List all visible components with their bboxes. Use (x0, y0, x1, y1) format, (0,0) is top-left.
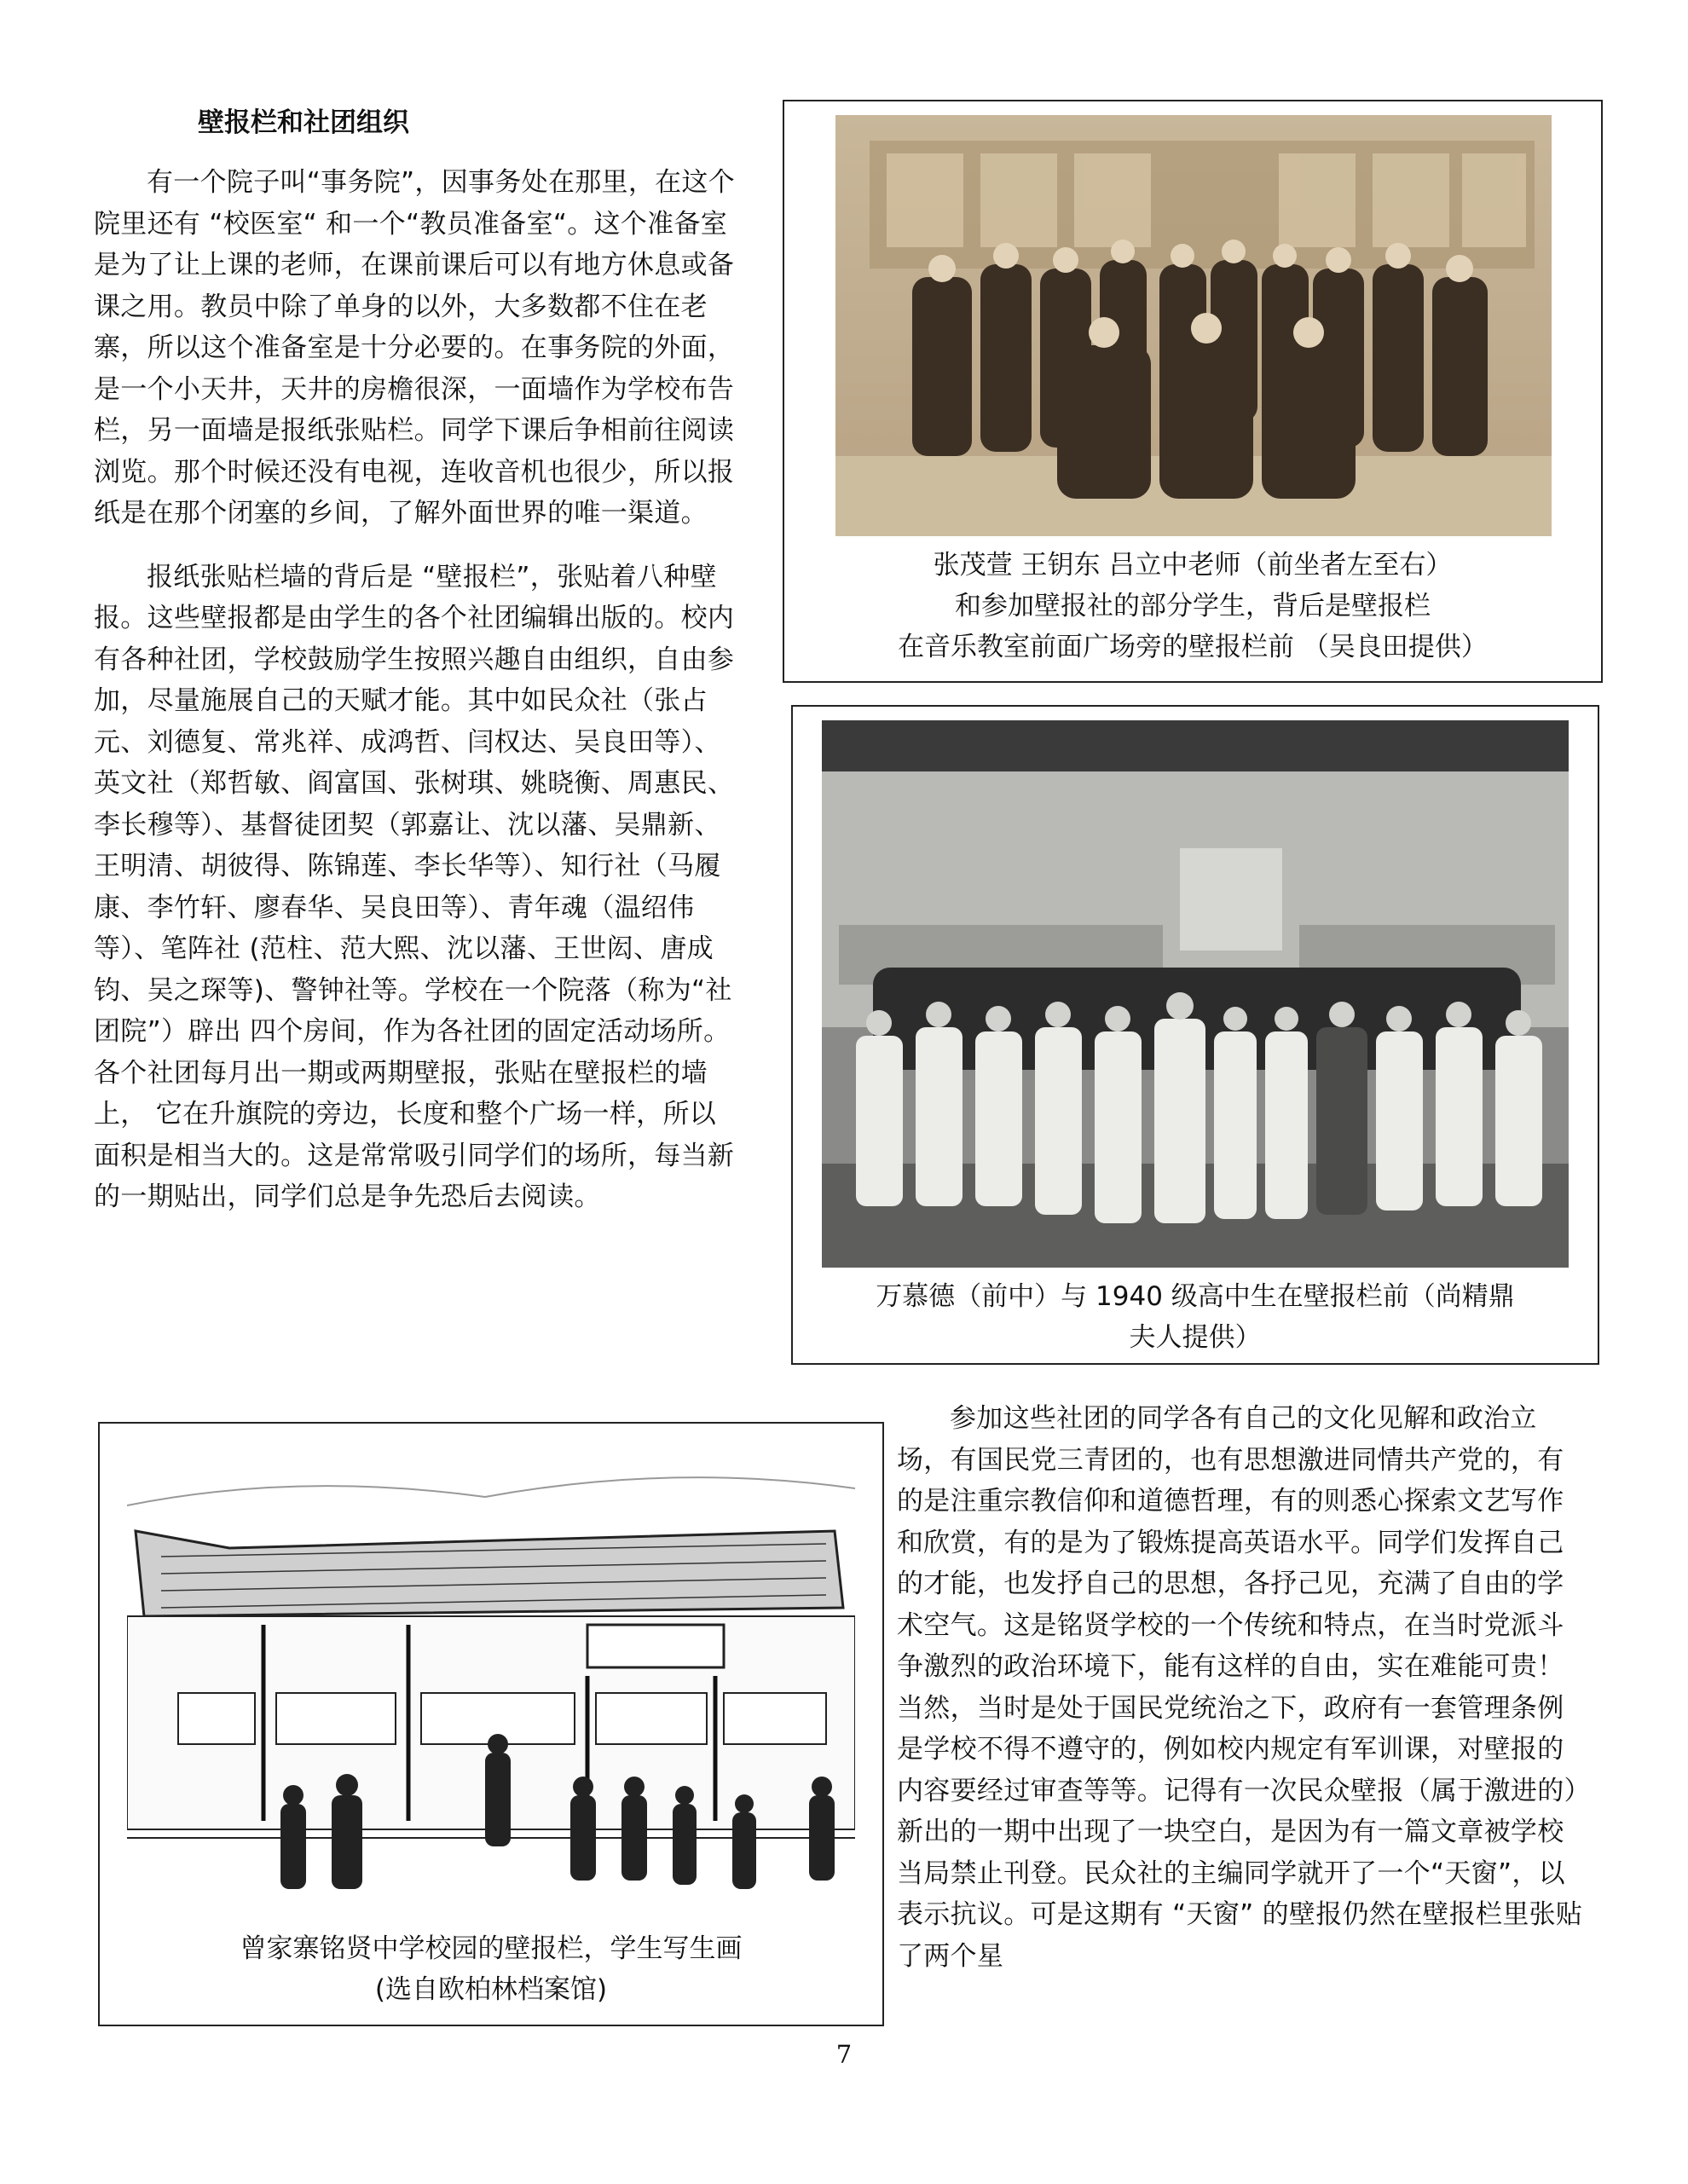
campus-sketch-image (127, 1437, 855, 1923)
caption-line: (选自欧柏林档案馆) (374, 1974, 608, 2005)
photo-2-caption (793, 1276, 1598, 1358)
figure-sketch (98, 1422, 884, 2026)
sepia-group-photo (835, 115, 1552, 536)
caption-line: 夫人提供） (1129, 1322, 1262, 1353)
caption-line: 张茂萱 王钥东 吕立中老师（前坐者左至右） (933, 550, 1453, 581)
figure-photo-2 (791, 705, 1599, 1365)
paragraph-1: 有一个院子叫“事务院”，因事务处在那里，在这个院里还有 “校医室“ 和一个“教员准备室“。这个准备室是为了让上课的老师，在课前课后可以有地方休息或备课之用。教员中除了单身的以外，大多数都不住在老寨，所以这个准备室是十分必要的。在事务院的外面，是一个小天井，天井的房檐很深，一面墙作为学校布告栏，另一面墙是报纸张贴栏。同学下课后争相前往阅读浏览。那个时候还没有电视，连收音机也很少，所以报纸是在那个闭塞的乡间，了解外面世界的唯一渠道。 (94, 167, 736, 529)
caption-line: 在音乐教室前面广场旁的壁报栏前 （吴良田提供） (898, 632, 1488, 662)
sketch-caption (100, 1928, 882, 2010)
paragraph-3: 参加这些社团的同学各有自己的文化见解和政治立场，有国民党三青团的，也有思想激进同情共产党的，有的是注重宗教信仰和道德哲理，有的则悉心探索文艺写作和欣赏，有的是为了锻炼提高英语水平。同学们发挥自己的才能，也发抒自己的思想，各抒己见，充满了自由的学术空气。这是铭贤学校的一个传统和特点，在当时党派斗争激烈的政治环境下，能有这样的自由，实在难能可贵！当然，当时是处于国民党统治之下，政府有一套管理条例是学校不得不遵守的，例如校内规定有军训课，对壁报的内容要经过审查等等。记得有一次民众壁报（属于激进的）新出的一期中出现了一块空白，是因为有一篇文章被学校当局禁止刊登。民众社的主编同学就开了一个“天窗”，以表示抗议。可是这期有 “天窗” 的壁报仍然在壁报栏里张贴了两个星 (897, 1403, 1583, 1972)
right-column (897, 1398, 1589, 1977)
bw-group-photo (822, 720, 1569, 1268)
class-photo-image (822, 720, 1569, 1268)
figure-photo-1 (783, 100, 1603, 683)
group-photo-image (835, 115, 1552, 536)
photo-1-caption (784, 545, 1601, 667)
left-column (94, 162, 742, 1218)
section-heading: 壁报栏和社团组织 (198, 107, 409, 138)
sketch-drawing (127, 1437, 855, 1923)
caption-line: 和参加壁报社的部分学生，背后是壁报栏 (955, 591, 1431, 621)
caption-line: 万慕德（前中）与 1940 级高中生在壁报栏前（尚精鼎 (876, 1281, 1515, 1312)
caption-line: 曾家寨铭贤中学校园的壁报栏，学生写生画 (240, 1933, 743, 1964)
paragraph-2: 报纸张贴栏墙的背后是 “壁报栏”，张贴着八种壁报。这些壁报都是由学生的各个社团编辑出版的。校内有各种社团，学校鼓励学生按照兴趣自由组织，自由参加，尽量施展自己的天赋才能。其中如民众社（张占元、刘德复、常兆祥、成鸿哲、闫权达、吴良田等）、英文社（郑哲敏、阎富国、张树琪、姚晓衡、周惠民、李长穆等）、基督徒团契（郭嘉让、沈以藩、吴鼎新、王明清、胡彼得、陈锦莲、李长华等）、知行社（马履康、李竹轩、廖春华、吴良田等）、青年魂（温绍伟等）、笔阵社 (范柱、范大熙、沈以藩、王世闳、唐成钧、吴之琛等)、警钟社等。学校在一个院落（称为“社团院”）辟出 四个房间，作为各社团的固定活动场所。各个社团每月出一期或两期壁报，张贴在壁报栏的墙上， 它在升旗院的旁边，长度和整个广场一样，所以面积是相当大的。这是常常吸引同学们的场所，每当新的一期贴出，同学们总是争先恐后去阅读。 (94, 561, 735, 1212)
page-number: 7 (835, 2040, 853, 2069)
